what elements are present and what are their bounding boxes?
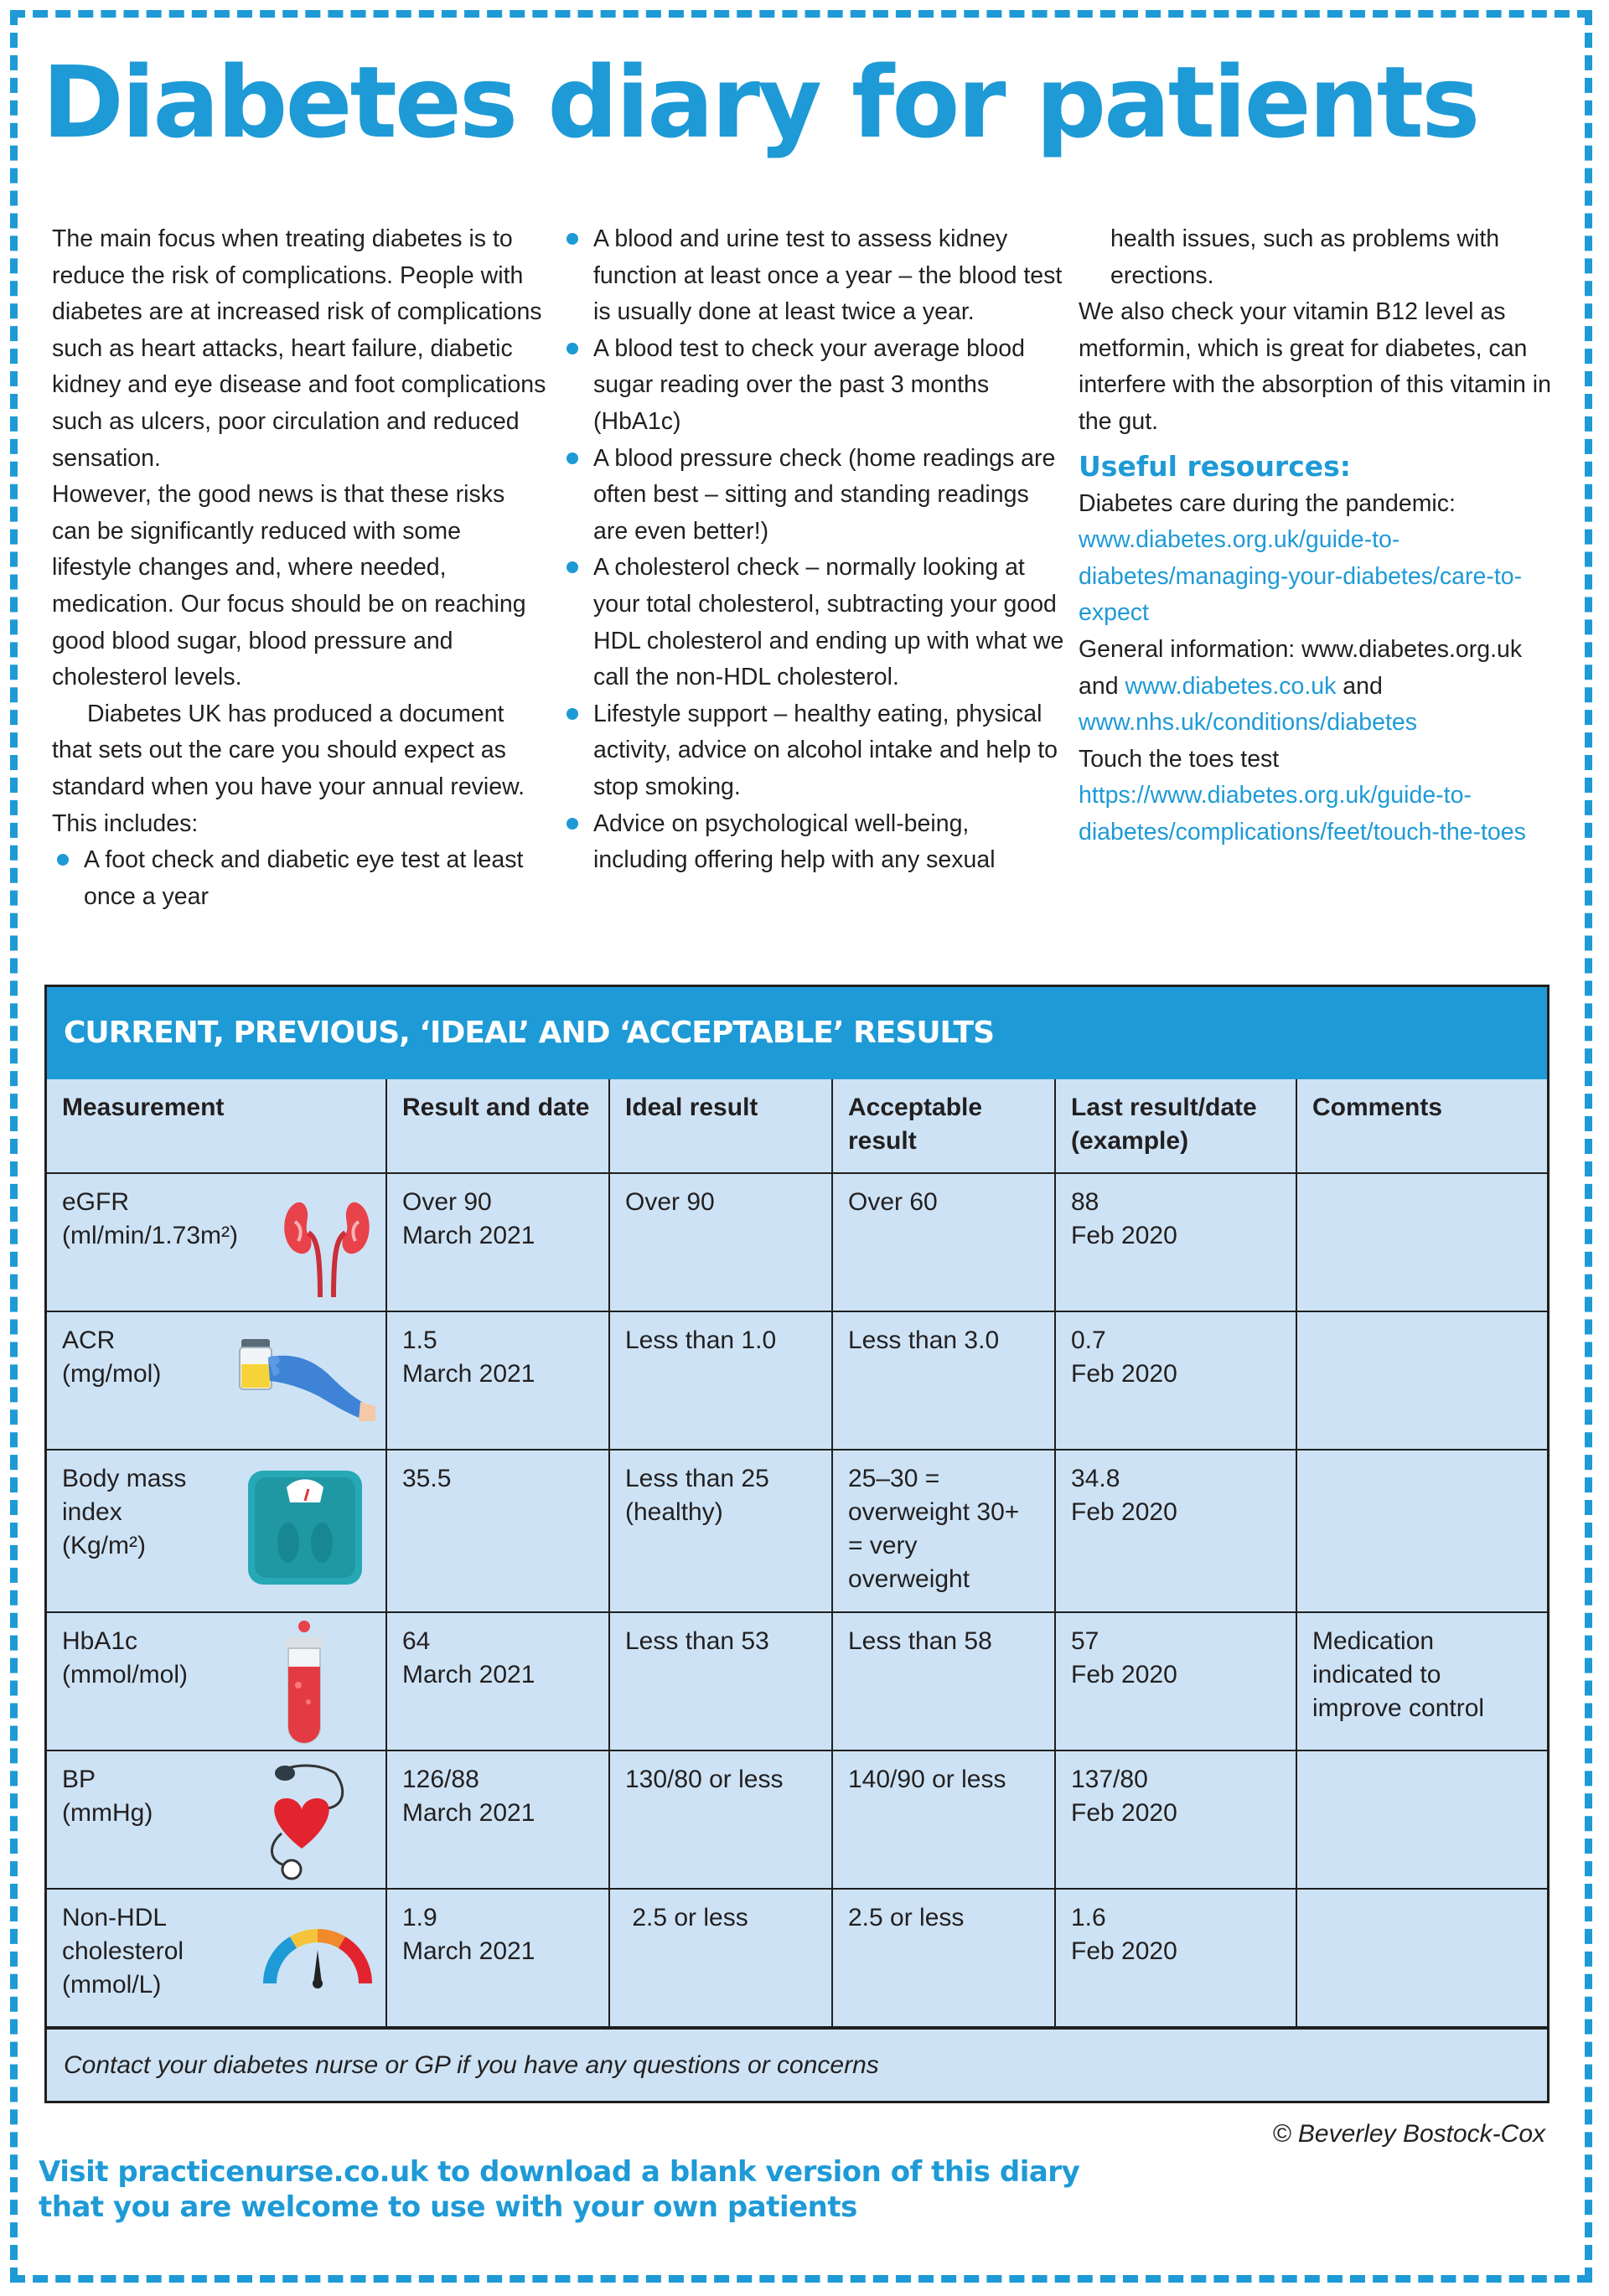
ideal-cell: 2.5 or less — [609, 1889, 832, 2027]
last-result-cell: 137/80 Feb 2020 — [1055, 1750, 1296, 1889]
comments-cell — [1296, 1311, 1547, 1450]
acceptable-cell: Less than 58 — [832, 1612, 1055, 1750]
column-header: Measurement — [47, 1079, 386, 1173]
bullet-icon — [567, 452, 578, 464]
result-cell: 1.5 March 2021 — [386, 1311, 609, 1450]
measurement-cell: eGFR (ml/min/1.73m²) — [47, 1173, 386, 1311]
general-info-label: General information: www.diabetes.org.uk — [1079, 635, 1523, 663]
bullet-icon — [567, 233, 578, 245]
blood-pressure-heart-icon — [260, 1756, 352, 1882]
comments-cell — [1296, 1450, 1547, 1612]
pandemic-link[interactable]: www.diabetes.org.uk/guide-to-diabetes/managing-your-diabetes/care-to-expect — [1079, 526, 1523, 627]
list-item: A foot check and diabetic eye test at least once a year — [52, 842, 546, 915]
ideal-cell: 130/80 or less — [609, 1750, 832, 1889]
result-cell: 35.5 — [386, 1450, 609, 1612]
table-footer-note: Contact your diabetes nurse or GP if you have any questions or concerns — [47, 2028, 1547, 2100]
resources-column — [1079, 221, 1581, 851]
bullet-icon — [567, 561, 578, 573]
table-row — [47, 1311, 1547, 1450]
list-item: Advice on psychological well-being, including offering help with any sexual — [561, 806, 1064, 879]
intro-column — [52, 221, 546, 915]
ideal-cell: Over 90 — [609, 1173, 832, 1311]
bullet-icon — [57, 854, 69, 866]
last-result-cell: 34.8 Feb 2020 — [1055, 1450, 1296, 1612]
download-call-to-action[interactable]: Visit practicenurse.co.uk to download a blank version of this diary that you are welcome to use with your own patients — [39, 2155, 1080, 2224]
results-table — [47, 1079, 1547, 2028]
list-item: A blood and urine test to assess kidney function at least once a year – the blood test is usually done at least twice a year. — [561, 221, 1064, 331]
table-row — [47, 1889, 1547, 2027]
comments-cell: Medication indicated to improve control — [1296, 1612, 1547, 1750]
kidneys-icon — [277, 1184, 377, 1301]
last-result-cell: 1.6 Feb 2020 — [1055, 1889, 1296, 2027]
column-header: Last result/date (example) — [1055, 1079, 1296, 1173]
result-cell: Over 90 March 2021 — [386, 1173, 609, 1311]
care-list — [52, 842, 546, 915]
gauge-icon — [263, 1925, 372, 1992]
measurement-cell: HbA1c (mmol/mol) — [47, 1612, 386, 1750]
last-result-cell: 57 Feb 2020 — [1055, 1612, 1296, 1750]
column-header: Comments — [1296, 1079, 1547, 1173]
result-cell: 126/88 March 2021 — [386, 1750, 609, 1889]
toes-label: Touch the toes test — [1079, 745, 1280, 773]
acceptable-cell: 25–30 = overweight 30+ = very overweight — [832, 1450, 1055, 1612]
table-row — [47, 1450, 1547, 1612]
measurement-cell: BP (mmHg) — [47, 1750, 386, 1889]
measurement-cell: Body mass index (Kg/m²) — [47, 1450, 386, 1612]
result-cell: 64 March 2021 — [386, 1612, 609, 1750]
measurement-cell: ACR (mg/mol) — [47, 1311, 386, 1450]
nhs-link[interactable]: www.nhs.uk/conditions/diabetes — [1079, 709, 1417, 737]
list-item-continuation: health issues, such as problems with erections. — [1110, 225, 1500, 289]
bullet-icon — [567, 343, 578, 354]
acceptable-cell: Less than 3.0 — [832, 1311, 1055, 1450]
diabetes-uk-paragraph: Diabetes UK has produced a document that sets out the care you should expect as standard when you have your annual review. This includes: — [52, 700, 525, 837]
list-item: A cholesterol check – normally looking at your total cholesterol, subtracting your good HDL cholesterol and ending up with what we call the non-HDL cholesterol. — [561, 550, 1064, 696]
care-list-column — [561, 221, 1064, 879]
ideal-cell: Less than 25 (healthy) — [609, 1450, 832, 1612]
urine-sample-icon — [235, 1322, 377, 1423]
ideal-cell: Less than 53 — [609, 1612, 832, 1750]
acceptable-cell: 2.5 or less — [832, 1889, 1055, 2027]
bullet-icon — [567, 708, 578, 720]
bullet-icon — [567, 818, 578, 830]
table-row — [47, 1750, 1547, 1889]
list-item: A blood pressure check (home readings are often best – sitting and standing readings are even better!) — [561, 441, 1064, 551]
diabetes-co-uk-link[interactable]: www.diabetes.co.uk — [1125, 672, 1337, 700]
column-header: Acceptable result — [832, 1079, 1055, 1173]
copyright: © Beverley Bostock-Cox — [1272, 2120, 1545, 2148]
measurement-cell: Non-HDL cholesterol (mmol/L) — [47, 1889, 386, 2027]
last-result-cell: 88 Feb 2020 — [1055, 1173, 1296, 1311]
comments-cell — [1296, 1889, 1547, 2027]
pandemic-label: Diabetes care during the pandemic: — [1079, 489, 1456, 517]
ideal-cell: Less than 1.0 — [609, 1311, 832, 1450]
last-result-cell: 0.7 Feb 2020 — [1055, 1311, 1296, 1450]
intro-paragraph: The main focus when treating diabetes is to reduce the risk of complications. People with diabetes are at increased risk of complications such as heart attacks, heart failure, diabetic kidney and eye disease and foot complications such as ulcers, poor circulation and reduced sensation. — [52, 225, 546, 472]
resources-heading: Useful resources: — [1079, 449, 1351, 483]
page-title: Diabetes diary for patients — [42, 44, 1478, 160]
result-cell: 1.9 March 2021 — [386, 1889, 609, 2027]
table-row — [47, 1612, 1547, 1750]
acceptable-cell: 140/90 or less — [832, 1750, 1055, 1889]
list-item: A blood test to check your average blood sugar reading over the past 3 months (HbA1c) — [561, 331, 1064, 441]
column-header: Result and date — [386, 1079, 609, 1173]
table-banner: CURRENT, PREVIOUS, ‘IDEAL’ AND ‘ACCEPTABLE’ RESULTS — [47, 987, 1547, 1079]
table-header-row — [47, 1079, 1547, 1173]
care-list — [561, 221, 1064, 879]
column-header: Ideal result — [609, 1079, 832, 1173]
links-line: and www.diabetes.co.uk and — [1079, 672, 1383, 700]
scale-icon — [246, 1469, 364, 1586]
comments-cell — [1296, 1750, 1547, 1889]
toes-link[interactable]: https://www.diabetes.org.uk/guide-to-diabetes/complications/feet/touch-the-toes — [1079, 782, 1526, 845]
good-news-paragraph: However, the good news is that these risks can be significantly reduced with some lifestyle changes and, where needed, medication. Our focus should be on reaching good blood sugar, blood pressure and cholesterol levels. — [52, 481, 526, 691]
b12-paragraph: We also check your vitamin B12 level as metformin, which is great for diabetes, can interfere with the absorption of this vitamin in the gut. — [1079, 298, 1551, 435]
acceptable-cell: Over 60 — [832, 1173, 1055, 1311]
blood-tube-icon — [275, 1618, 334, 1744]
results-table-box — [44, 985, 1550, 2103]
list-item: Lifestyle support – healthy eating, physical activity, advice on alcohol intake and help to stop smoking. — [561, 696, 1064, 806]
table-row — [47, 1173, 1547, 1311]
comments-cell — [1296, 1173, 1547, 1311]
